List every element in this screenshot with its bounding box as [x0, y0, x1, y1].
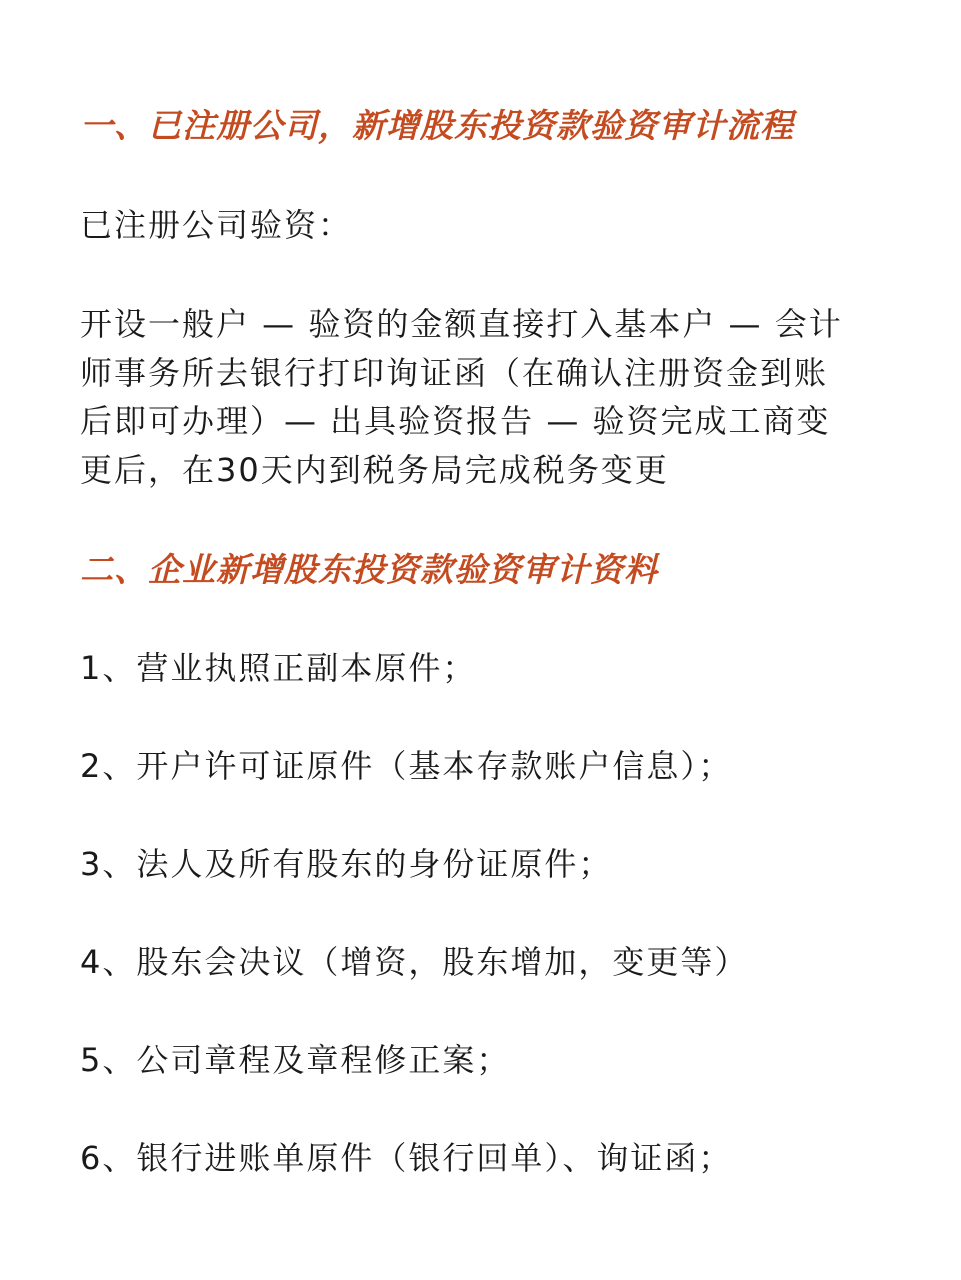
process-line: 后即可办理）— 出具验资报告 — 验资完成工商变 [80, 402, 831, 440]
section-1-subtitle: 已注册公司验资： [80, 206, 353, 244]
list-item: 6、银行进账单原件（银行回单）、询证函； [80, 1139, 733, 1177]
section-2-heading: 二、企业新增股东投资款验资审计资料 [80, 550, 658, 589]
list-item: 5、公司章程及章程修正案； [80, 1041, 511, 1079]
list-item: 1、营业执照正副本原件； [80, 649, 477, 687]
process-line: 开设一般户 — 验资的金额直接打入基本户 — 会计 [80, 305, 843, 343]
list-item: 2、开户许可证原件（基本存款账户信息）； [80, 747, 733, 785]
section-1-heading: 一、已注册公司，新增股东投资款验资审计流程 [80, 106, 794, 145]
process-line: 师事务所去银行打印询证函（在确认注册资金到账 [80, 353, 829, 392]
process-paragraph [80, 300, 890, 494]
list-item: 4、股东会决议（增资，股东增加，变更等） [80, 943, 749, 981]
process-line: 更后，在30天内到税务局完成税务变更 [80, 450, 669, 489]
list-item: 3、法人及所有股东的身份证原件； [80, 845, 613, 883]
